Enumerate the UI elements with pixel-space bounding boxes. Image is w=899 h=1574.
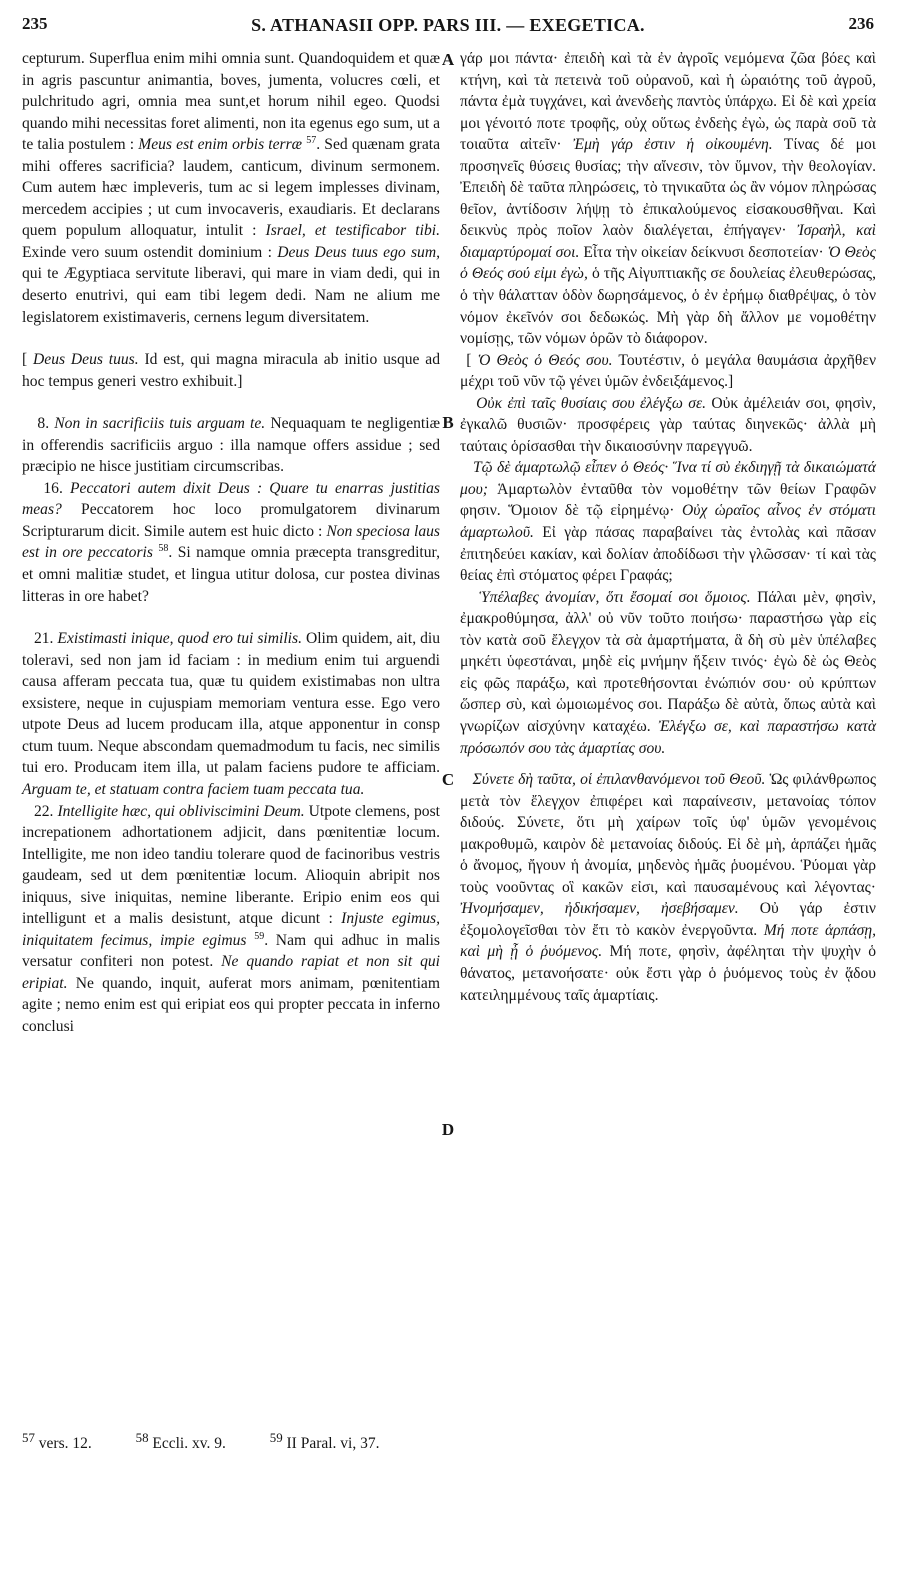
column-marker-d: D (441, 1120, 455, 1139)
footnote: $^{58}$ Eccli. xv. 9. (135, 1430, 226, 1453)
latin-verse-16: 16. Peccatori autem dixit Deus : Quare tu enarras justitias meas? Peccatorem hoc loco promulgatorem divinarum Scripturarum dicit. Simile autem est huic dicto : Non speciosa laus est in ore peccatoris $^{58}$. Si namque omnia præcepta transgreditur, et omni malitiæ studet, et lingua utitur dolosa, cur postea divinas litteras in ore habet? (22, 479, 440, 605)
greek-column (460, 48, 876, 1006)
greek-verse-21: Ὑπέλαβες ἀνομίαν, ὅτι ἔσομαί σοι ὅμοιος. Πάλαι μὲν, φησὶν, ἐμακροθύμησα, ἀλλ' οὐ νῦν τοῦτο ποιήσω· παραστήσω γὰρ εἰς τὸν κατὰ σοῦ ἔλεγχον τὰ σὰ ἁμαρτήματα, ἃ δὴ σὺ μὲν ὑπέλαβες μηκέτι ὑφεστάναι, μηδὲ εἰς μνήμην ἥξειν τινός· ἐγὼ δὲ ὡς Θεὸς εἰς φῶς παράξω, καὶ προτεθήσονται ἐνώπιόν σου· οὐ κρύπτων ὥσπερ σὺ, καὶ ὡμοιωμένος σοι. Παράξω δὲ αὐτὰ, ὅπως αὐτὰ καὶ γνωρίζων αἰσχύνην καταχέω. Ἐλέγξω σε, καὶ παραστήσω κατὰ πρόσωπόν σου τὰς ἁμαρτίας σου. (460, 588, 877, 757)
footnote: $^{57}$ vers. 12. (22, 1430, 92, 1453)
greek-bracket-note: [ Ὁ Θεὸς ὁ Θεός σου. Τουτέστιν, ὁ μεγάλα θαυμάσια ἀρχῆθεν μέχρι τοῦ νῦν τῷ γένει ὑμῶν ἐνδειξάμενος.] (460, 351, 876, 391)
page-number-left: 235 (22, 14, 48, 33)
greek-verse-16: Τῷ δὲ ἁμαρτωλῷ εἶπεν ὁ Θεός· Ἵνα τί σὺ ἐκδιηγῇ τὰ δικαιώματά μου; Ἁμαρτωλὸν ἐνταῦθα τὸν νομοθέτην τῶν θείων Γραφῶν φησιν. Ὅμοιον δὲ τῷ εἰρημένῳ· Οὐχ ὡραῖος αἶνος ἐν στόματι ἁμαρτωλοῦ. Εἰ γὰρ πάσας παραβαίνει τὰς ἐντολὰς καὶ πᾶσαν ἐπιτηδεύει κακίαν, καὶ δολίαν ἀποδίδωσι τὴν γλῶσσαν· τί καὶ τὰς θείας ἐπὶ στόματος φέρει Γραφάς; (460, 459, 876, 585)
greek-verse-8: Οὐκ ἐπὶ ταῖς θυσίαις σου ἐλέγξω σε. Οὐκ ἀμέλειάν σοι, φησὶν, ἐγκαλῶ θυσιῶν· προσφέρεις γὰρ ταύτας διηνεκῶς· ἀλλὰ μὴ ταύταις ὁρίσασθαι τὴν δικαιοσύνην παρεγγυῶ. (460, 394, 876, 455)
latin-verse-22: 22. Intelligite hæc, qui obliviscimini Deum. Utpote clemens, post increpationem adhortationem adjicit, dans pœnitentiæ locum. Intelligite, me non ideo tandiu tolerare quod de facinoribus vestris gaudeam, sed ut dem pœnitentiæ locum. Alioquin abripit nos iniquus, sive iniquitas, nemine liberante. Eripio enim eos qui intelligunt et a malis desistunt, atque dicunt : Injuste egimus, iniquitatem fecimus, impie egimus $^{59}$. Nam qui adhuc in malis versatur confiteri non potest. Ne quando rapiat et non sit qui eripiat. Ne quando, inquit, auferat mors animam, pœnitentiam agite ; nemo enim est qui eripiat eos qui propter peccata in inferno conclusi (22, 802, 440, 1035)
footnote: $^{59}$ II Paral. vi, 37. (269, 1430, 380, 1453)
latin-verse-21: 21. Existimasti inique, quod ero tui similis. Olim quidem, ait, diu toleravi, sed non jam id faciam : in medium enim tui arguendi causa afferam peccata tua, quæ tu quidem existimabas non ultra exsistere, neque in cujuspiam memoriam ventura esse. Ego vero utpote Deus ad lucem producam illa, atque apponentur in consp ctum tuum. Neque abscondam quemadmodum tu facis, nec similis tui ero. Producam item illa, ut palam faciens pudore te afficiam. Arguam te, et statuam contra faciem tuam peccata tua. (22, 630, 441, 798)
latin-verse-8: 8. Non in sacrificiis tuis arguam te. Nequaquam te negligentiæ in offerendis sacrificiis arguo : illa namque offers assidue ; sed præcipio ne hisce justitiam circumscribas. (22, 415, 440, 476)
column-marker-a: A (441, 50, 455, 69)
column-marker-c: C (441, 770, 455, 789)
running-header (22, 14, 874, 40)
footnotes (22, 1430, 420, 1453)
greek-paragraph: γάρ μοι πάντα· ἐπειδὴ καὶ τὰ ἐν ἀγροῖς νεμόμενα ζῶα βόες καὶ κτήνη, καὶ τὰ πετεινὰ τοῦ οὐρανοῦ, καὶ ἡ ὡραιότης τοῦ ἀγροῦ, πάντα ἐμὰ τυγχάνει, καὶ ἀνενδεὴς παντὸς ὑπάρχω. Εἰ δὲ καὶ χρεία μοι γένοιτό ποτε τροφῆς, οὐχ οὕτως ἐνδεὴς ἐγὼ, ὡς παρὰ σοῦ τὰ τοιαῦτα αἰτεῖν· Ἐμὴ γάρ ἐστιν ἡ οἰκουμένη. Τίνας δέ μοι προσηνεῖς θύσεις θυσίας; τὴν αἴνεσιν, τὸν ὕμνον, τὴν θεολογίαν. Ἐπειδὴ δὲ ταῦτα πληρώσεις, τὸ τηνικαῦτα ὡς ἂν νόμον πληρώσας θεῖον, ἀντίδοσιν λήψῃ τὸ ἐπικαλούμενος εἰσακουσθῆναι. Καὶ δεικνὺς πρὸς ποῖον λαὸν διαλέγεται, ἐπήγαγεν· Ἰσραὴλ, καὶ διαμαρτύρομαί σοι. Εἶτα τὴν οἰκείαν δείκνυσι δεσποτείαν· Ὁ Θεὸς ὁ Θεός σού εἰμι ἐγὼ, ὁ τῆς Αἰγυπτιακῆς σε δουλείας ἐλευθερώσας, ὁ τὴν θάλατταν ὁδὸν δωρησάμενος, ὁ ἐν ἐρήμῳ διαθρέψας, ὁ τὸν νόμον ἐκεῖνόν σοι δεδωκώς. Μὴ γὰρ δὴ ἄλλον με νομοθέτην νομίσῃς, τῶν νόμων ὁρῶν τὸ διάφορον. (460, 50, 876, 348)
latin-bracket-note: [ Deus Deus tuus. Id est, qui magna miracula ab initio usque ad hoc tempus generi vestro exhibuit.] (22, 351, 440, 390)
latin-column (22, 48, 440, 1038)
greek-verse-22: Σύνετε δὴ ταῦτα, οἱ ἐπιλανθανόμενοι τοῦ Θεοῦ. Ὡς φιλάνθρωπος μετὰ τὸν ἔλεγχον ἐπιφέρει καὶ παραίνεσιν, μετανοίας τόπον διδούς. Σύνετε, ὅτι μὴ χαίρων τοῖς ὑφ' ὑμῶν γενομένοις μακροθυμῶ, καιρὸν δὲ μετανοίας διδούς. Εἰ δὲ μὴ, ἁρπάζει ἡμᾶς ὁ ἄνομος, ἤγουν ἡ ἀνομία, μηδενὸς ἡμᾶς ῥυομένου. Ῥύομαι γὰρ τοὺς νοοῦντας οἳ κακῶν εἰσι, καὶ παυσαμένους καὶ λέγοντας· Ἠνομήσαμεν, ἠδικήσαμεν, ἠσεβήσαμεν. Οὐ γάρ ἐστιν ἐξομολογεῖσθαι τὸν ἔτι τὸ κακὸν ἐνεργοῦντα. Μή ποτε ἁρπάσῃ, καὶ μὴ ᾖ ὁ ῥυόμενος. Μή ποτε, φησὶν, ἀφέληται τὴν ψυχὴν ὁ θάνατος, μετανοήσατε· οὐκ ἔστι γὰρ ὁ ῥυόμενος τοὺς ἐν ᾅδου κατειλημμένους ταῖς ἁμαρτίαις. (460, 771, 876, 1004)
latin-paragraph: cepturum. Superflua enim mihi omnia sunt. Quandoquidem et quæ in agris pascuntur animantia, boves, jumenta, volucres cœli, et pulchritudo agri, omnia mea sunt,et horum nihil egeo. Quodsi quando mihi necessitas foret alimenti, non ita egenus ego sum, ut a te talia postulem : Meus est enim orbis terræ $^{57}$. Sed quænam grata mihi offeres sacrificia? laudem, canticum, divinum sermonem. Cum autem hæc impleveris, tum ac si legem implesses divinam, mercedem accipies ; ut cum invocaveris, exaudiaris. Et declarans quem populum alloquatur, intulit : Israel, et testificabor tibi. Exinde vero suum ostendit dominium : Deus Deus tuus ego sum, qui te Ægyptiaca servitute liberavi, qui mare in viam dedi, qui in deserto enutrivi, qui eam tibi legem dedi. Nam ne alium me legislatorem existimaveris, cernens legum diversitatem. (22, 50, 440, 326)
running-title: S. ATHANASII OPP. PARS III. — EXEGETICA. (251, 15, 645, 35)
page-number-right: 236 (848, 14, 874, 33)
column-marker-b: B (442, 413, 454, 432)
